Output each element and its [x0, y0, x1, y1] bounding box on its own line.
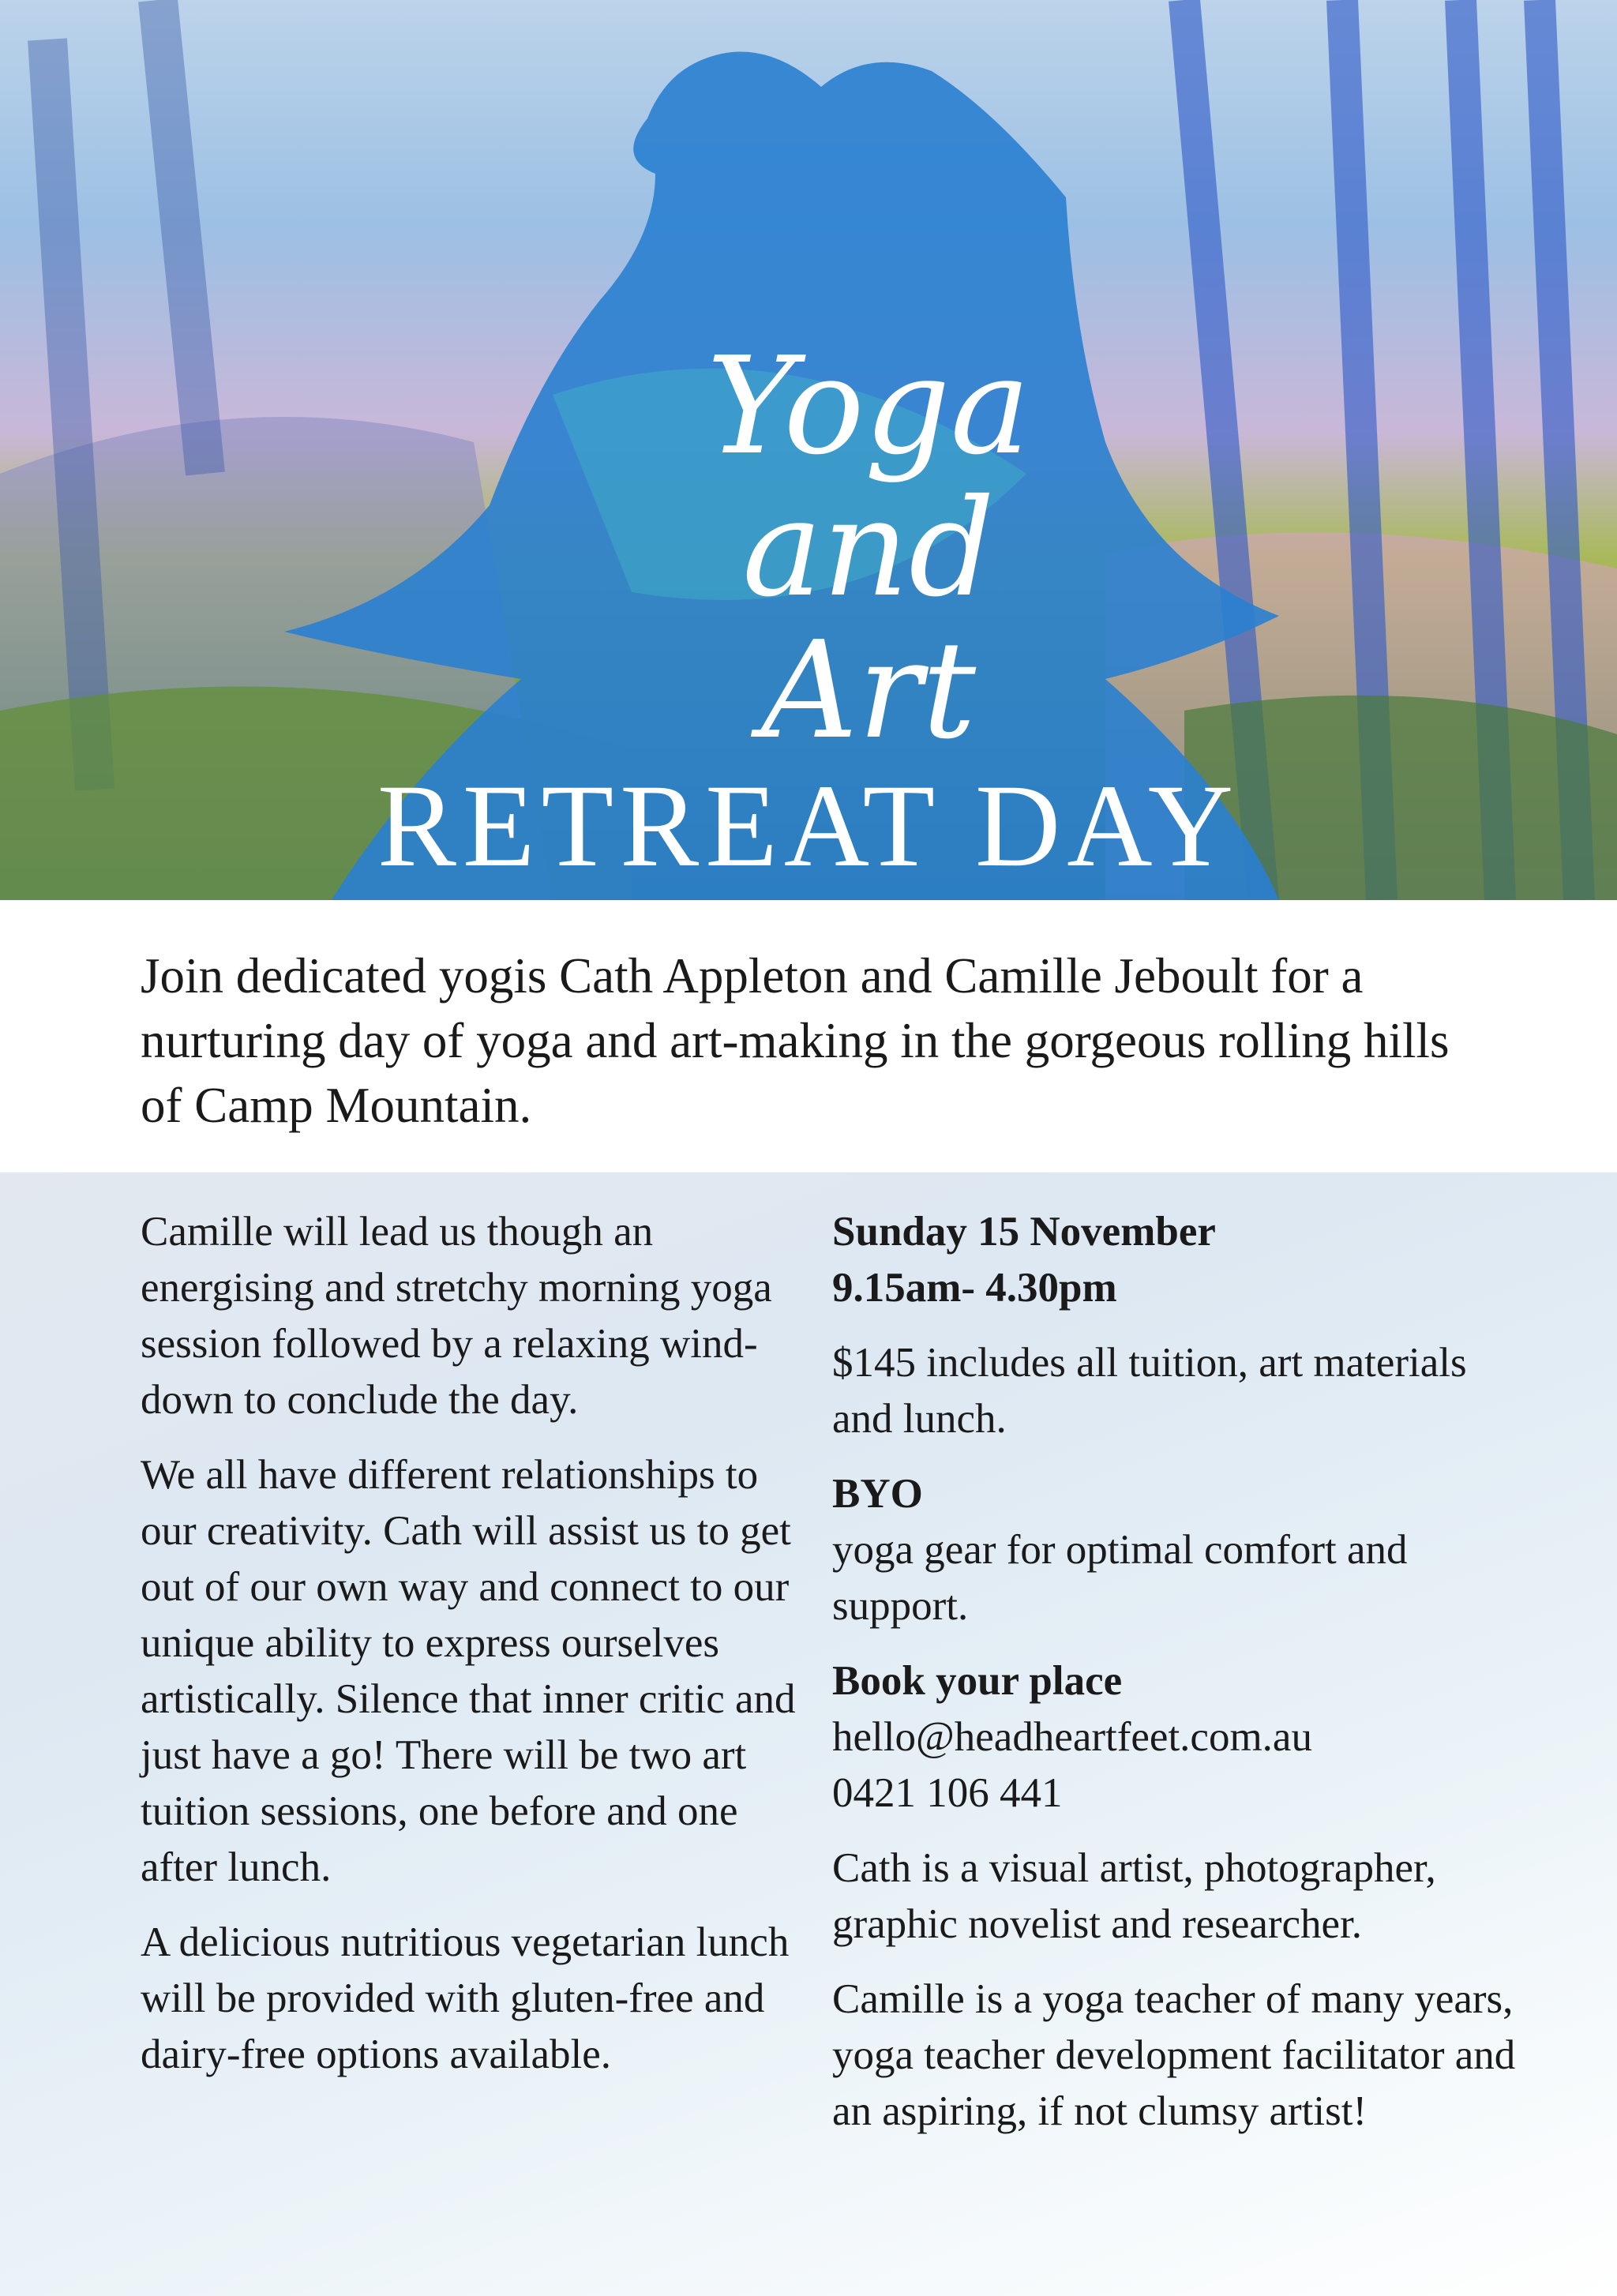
phone-number[interactable]: 0421 106 441: [832, 1770, 1063, 1816]
hero-illustration: [0, 0, 1617, 900]
title-art: Art: [760, 613, 977, 769]
event-time: 9.15am- 4.30pm: [832, 1265, 1117, 1311]
right-column: [832, 1204, 1527, 2159]
event-date: Sunday 15 November: [832, 1209, 1216, 1255]
email-link[interactable]: hello@headheartfeet.com.au: [832, 1714, 1312, 1760]
camille-bio: Camille is a yoga teacher of many years, yoga teacher development facilitator and an aspiring, if not clumsy artist!: [832, 1976, 1516, 2134]
retreat-day-heading: RETREAT DAY: [377, 760, 1240, 891]
byo-text: yoga gear for optimal comfort and support.: [832, 1527, 1408, 1629]
title-and: and: [742, 471, 995, 627]
art-session-paragraph: We all have different relationships to our creativity. Cath will assist us to get out of our own way and connect to our unique ability to express ourselves artistically. Silence that inner critic and just have a go! There will be two art tuition sessions, one before and one after lunch.: [141, 1452, 796, 1890]
price-text: $145 includes all tuition, art materials and lunch.: [832, 1340, 1467, 1442]
book-heading: Book your place: [832, 1658, 1123, 1704]
intro-paragraph: Join dedicated yogis Cath Appleton and Camille Jeboult for a nurturing day of yoga and art-making in the gorgeous rolling hills of Camp Mountain.: [141, 948, 1450, 1133]
cath-bio: Cath is a visual artist, photographer, graphic novelist and researcher.: [832, 1845, 1436, 1947]
title-yoga: Yoga: [707, 328, 1030, 485]
lunch-paragraph: A delicious nutritious vegetarian lunch will be provided with gluten-free and dairy-free options available.: [141, 1919, 790, 2077]
yoga-session-paragraph: Camille will lead us though an energising and stretchy morning yoga session followed by a relaxing wind-down to conclude the day.: [141, 1209, 772, 1423]
left-column: [141, 1204, 812, 2102]
byo-heading: BYO: [832, 1471, 923, 1517]
